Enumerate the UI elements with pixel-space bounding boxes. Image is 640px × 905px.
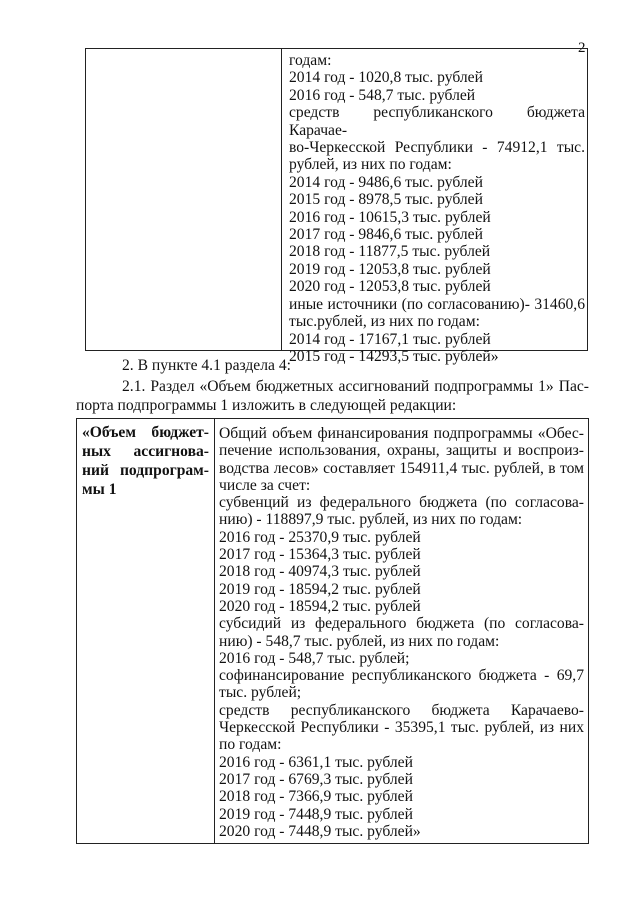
text-line: иные источники (по согласованию)- 31460,6: [289, 295, 585, 313]
text-line: 2015 год - 8978,5 тыс. рублей: [289, 191, 483, 209]
text-line: 2019 год - 18594,2 тыс. рублей: [219, 580, 421, 598]
text-line: 2018 год - 40974,3 тыс. рублей: [219, 563, 421, 581]
text-line: 2016 год - 548,7 тыс. рублей: [289, 86, 476, 104]
text-line: 2017 год - 9846,6 тыс. рублей: [289, 226, 483, 244]
text-line: 2019 год - 7448,9 тыс. рублей: [219, 805, 413, 823]
text-line: 2020 год - 7448,9 тыс. рублей»: [219, 822, 421, 840]
paragraph-item-2: 2. В пункте 4.1 раздела 4:: [122, 357, 291, 374]
text-line: числе за счет:: [219, 476, 311, 494]
text-line: 2016 год - 6361,1 тыс. рублей: [219, 753, 413, 771]
text-line: «Объем бюджет-: [82, 424, 209, 441]
text-line: 2016 год - 25370,9 тыс. рублей: [219, 528, 421, 546]
text-line: 2019 год - 12053,8 тыс. рублей: [289, 260, 491, 278]
text-line: 2015 год - 14293,5 тыс. рублей»: [289, 347, 499, 365]
text-line: водства лесов» составляет 154911,4 тыс. рублей, в том: [219, 459, 584, 477]
text-line: 2017 год - 6769,3 тыс. рублей: [219, 770, 413, 788]
text-line: тыс. рублей;: [219, 684, 302, 702]
text-line: 2017 год - 15364,3 тыс. рублей: [219, 546, 421, 564]
funding-table-continued: [85, 48, 588, 365]
text-line: мы 1: [82, 481, 117, 498]
text-line: годам:: [289, 52, 332, 69]
text-line: средств республиканского бюджета Карачае-: [289, 104, 585, 139]
table2-left-cell: [77, 419, 215, 843]
text-line: Общий объем финансирования подпрограммы «Обес-: [219, 425, 584, 442]
text-line: 2014 год - 1020,8 тыс. рублей: [289, 69, 483, 87]
table2-right-cell: [219, 425, 584, 840]
paragraph-item-2-1-line1: 2.1. Раздел «Объем бюджетных ассигнований подпрограммы 1» Пас-: [122, 378, 589, 395]
text-line: 2016 год - 10615,3 тыс. рублей: [289, 208, 491, 226]
text-line: софинансирование республиканского бюджета - 69,7: [219, 667, 584, 685]
text-line: нию) - 548,7 тыс. рублей, из них по годам:: [219, 632, 500, 650]
paragraph-item-2-1-line2: порта подпрограммы 1 изложить в следующей редакции:: [76, 397, 457, 414]
text-line: средств республиканского бюджета Карачаево-: [219, 701, 584, 719]
text-line: 2016 год - 548,7 тыс. рублей;: [219, 649, 410, 667]
text-line: 2014 год - 17167,1 тыс. рублей: [289, 330, 491, 348]
text-line: ний подпрограм-: [82, 462, 209, 479]
text-line: 2014 год - 9486,6 тыс. рублей: [289, 173, 483, 191]
text-line: субсидий из федерального бюджета (по согласова-: [219, 615, 584, 633]
text-line: по годам:: [219, 736, 282, 754]
table1-right-cell: [289, 52, 585, 365]
text-line: во-Черкесской Республики - 74912,1 тыс.: [289, 139, 585, 157]
text-line: рублей, из них по годам:: [289, 156, 452, 174]
subprogram-funding-table: [76, 418, 589, 844]
page-number: 2: [578, 40, 586, 56]
text-line: Черкесской Республики - 35395,1 тыс. рублей, из них: [219, 719, 584, 737]
table1-left-cell: [86, 49, 282, 350]
text-line: 2020 год - 18594,2 тыс. рублей: [219, 597, 421, 615]
text-line: 2018 год - 11877,5 тыс. рублей: [289, 243, 491, 261]
text-line: 2018 год - 7366,9 тыс. рублей: [219, 788, 413, 806]
text-line: субвенций из федерального бюджета (по согласова-: [219, 494, 584, 512]
text-line: тыс.рублей, из них по годам:: [289, 313, 480, 331]
text-line: ных ассигнова-: [82, 443, 209, 460]
text-line: нию) - 118897,9 тыс. рублей, из них по годам:: [219, 511, 523, 529]
text-line: 2020 год - 12053,8 тыс. рублей: [289, 278, 491, 296]
text-line: печение использования, охраны, защиты и воспроиз-: [219, 442, 584, 460]
